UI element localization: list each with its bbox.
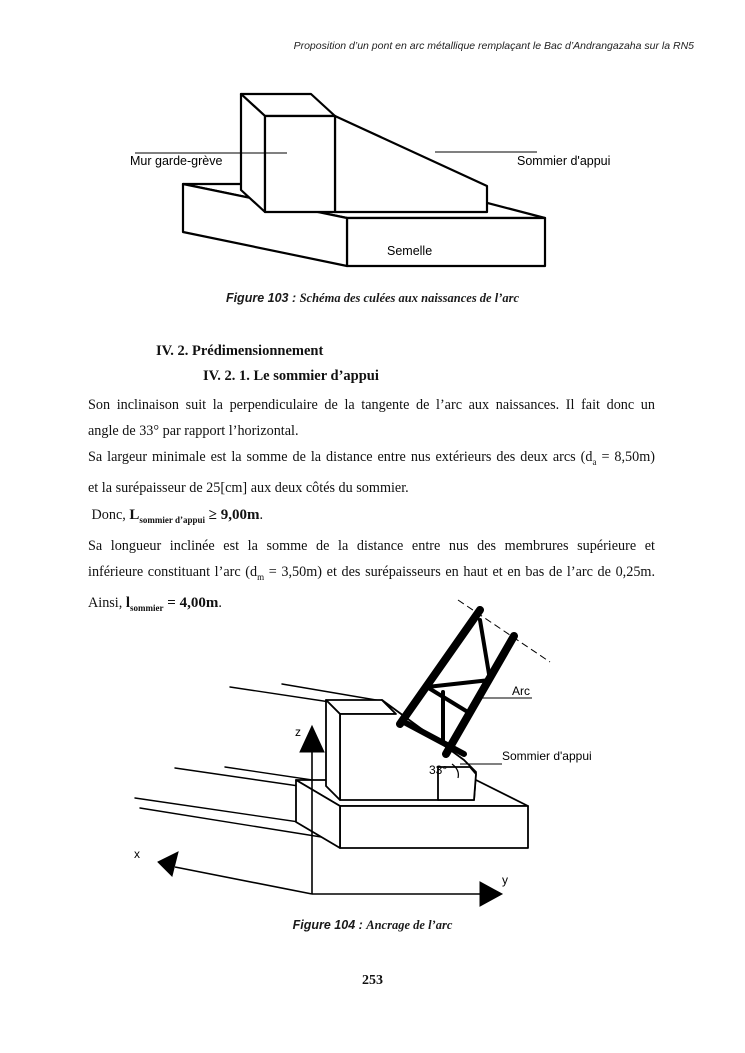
fig104-block-side — [326, 700, 340, 800]
p5-text-a: Ainsi, — [88, 594, 126, 611]
page-number: 253 — [362, 973, 383, 988]
p2-subscript-a: a — [592, 457, 597, 468]
paragraph-1-line-1: Son inclinaison suit la perpendiculaire de la tangente de l’arc aux naissances. Il fait donc un — [88, 397, 655, 413]
p2-text-b: = 8,50m) — [596, 449, 655, 466]
p3-symbol-L: L — [129, 506, 140, 523]
paragraph-4-line-1: Sa longueur inclinée est la somme de la distance entre nus des membrures supérieure et — [88, 537, 655, 554]
fig104-slab-front — [340, 806, 528, 848]
wall-front — [265, 116, 335, 212]
p2-text-a: Sa largeur minimale est la somme de la distance entre nus extérieurs des deux arcs (d — [88, 449, 593, 466]
figure-104-caption-text: Ancrage de l’arc — [366, 918, 453, 932]
arc-top-chord — [446, 636, 514, 754]
subsection-heading-sommier-appui: IV. 2. 1. Le sommier d’appui — [203, 368, 379, 384]
body-text — [88, 392, 655, 621]
axis-z-arrow — [300, 726, 324, 752]
p5-value: = 4,00m — [163, 594, 219, 611]
figure-104-caption — [100, 918, 645, 933]
paragraph-1-line-2: angle de 33° par rapport l’horizontal. — [88, 423, 299, 440]
wall-front-slope — [335, 116, 487, 212]
label-axis-x: x — [134, 847, 140, 861]
figure-103-abutment-diagram — [125, 88, 625, 288]
label-angle-33: 33° — [429, 763, 448, 777]
axis-x-line — [175, 867, 312, 894]
label-axis-y: y — [502, 873, 508, 887]
figure-104-arc-anchorage-diagram — [120, 592, 640, 917]
paragraph-2-line-2: et la surépaisseur de 25[cm] aux deux côtés du sommier. — [88, 480, 409, 497]
p4-subscript-m: m — [257, 571, 265, 582]
p4-text-a: inférieure constituant l’arc (d — [88, 563, 258, 580]
label-semelle: Semelle — [387, 244, 433, 258]
semelle-front — [347, 218, 545, 266]
p3-period: . — [259, 506, 264, 523]
figure-103-caption-number: Figure 103 : — [225, 291, 300, 305]
label-mur-garde-greve: Mur garde-grève — [130, 154, 223, 168]
paragraph-4-line-2 — [88, 559, 655, 590]
paragraph-2-line-1 — [88, 444, 655, 475]
figure-103-caption — [100, 291, 645, 306]
p5-subscript: sommier — [130, 602, 164, 613]
paragraph-3 — [88, 502, 655, 533]
page-header: Proposition d’un pont en arc métallique remplaçant le Bac d’Andrangazaha sur la RN5 — [293, 40, 694, 52]
p3-text-a: Donc, — [88, 506, 130, 523]
p5-symbol-l: l — [125, 594, 131, 611]
figure-103-caption-text: Schéma des culées aux naissances de l’arc — [299, 291, 520, 305]
p5-period: . — [218, 594, 222, 611]
label-sommier-appui: Sommier d'appui — [517, 154, 611, 168]
figure-104-caption-number: Figure 104 : — [292, 918, 367, 932]
axis-x-arrow — [158, 852, 178, 876]
label-axis-z: z — [295, 725, 301, 739]
p4-text-b: = 3,50m) et des surépaisseurs en haut et en bas de l’arc de 0,25m. — [264, 563, 655, 580]
label-arc: Arc — [512, 684, 530, 698]
p3-subscript: sommier d’appui — [139, 514, 205, 525]
p3-value: ≥ 9,00m — [204, 506, 260, 523]
arc-bottom-chord — [400, 610, 480, 724]
label-sommier-appui-104: Sommier d'appui — [502, 749, 592, 763]
axis-y-arrow — [480, 882, 502, 906]
section-heading-predimensionnement: IV. 2. Prédimensionnement — [156, 343, 324, 359]
